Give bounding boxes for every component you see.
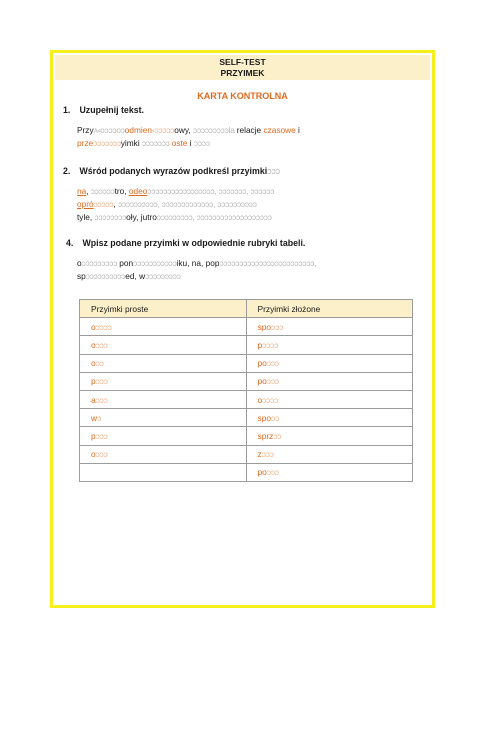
task-2-title [63, 166, 420, 176]
table-row [80, 354, 413, 372]
task-1-line-2 [77, 137, 420, 150]
cell-answer: w [91, 412, 98, 423]
obscured-text: ɔɔɔɔɔɔɔɔɔla [193, 125, 237, 135]
obscured-text: ɔɔɔɔɔɔɔɔ [94, 212, 127, 222]
obscured-text: ɔɔ [271, 412, 279, 423]
text-fragment: iku, na, pop [176, 258, 220, 268]
obscured-text: ɔɔɔɔ [262, 394, 279, 405]
table-cell [80, 318, 247, 336]
task-1-heading: Uzupełnij tekst. [79, 105, 144, 115]
answer-fragment: odeo [128, 186, 148, 196]
obscured-text: ɔɔɔɔɔɔɔɔɔɔɔɔɔɔɔɔɔ, ɔɔɔɔɔɔɔ, ɔɔɔɔɔɔ [147, 186, 275, 196]
text-fragment: relacje [236, 125, 264, 135]
header-line-self-test: SELF-TEST [219, 57, 266, 67]
text-fragment: i [295, 125, 300, 135]
obscured-text: ɔɔɔ [271, 321, 283, 332]
table-cell [246, 409, 413, 427]
table-cell [246, 372, 413, 390]
obscured-text: ɔɔɔ [95, 339, 108, 350]
cell-answer: o [257, 394, 263, 405]
obscured-text: ɔɔɔ [266, 467, 279, 478]
table-cell [246, 445, 413, 463]
table-cell [80, 463, 247, 481]
text-fragment: i [187, 138, 194, 148]
table-cell [80, 336, 247, 354]
task-2-text [63, 185, 420, 224]
task-4-line-2 [77, 270, 420, 283]
worksheet-header [55, 55, 430, 80]
table-row [80, 372, 413, 390]
cell-answer: po [257, 358, 267, 369]
obscured-text: ɔɔɔɔ [95, 321, 112, 332]
task-2-number: 2. [63, 166, 71, 176]
table-row [80, 409, 413, 427]
obscured-text: ɔɔɔ [266, 376, 279, 387]
cell-answer: o [91, 358, 96, 369]
obscured-text: ɔɔɔɔ [193, 138, 210, 148]
obscured-text: ɔɔɔɔɔɔɔɔɔɔ [85, 271, 126, 281]
text-fragment: sp [77, 271, 86, 281]
header-simple-prepositions: Przyimki proste [80, 300, 247, 318]
task-2-line-1 [77, 185, 420, 198]
table-cell [246, 336, 413, 354]
obscured-text: ɔɔɔ [95, 394, 108, 405]
table-cell [80, 354, 247, 372]
cell-answer: p [91, 430, 96, 441]
table-row [80, 463, 413, 481]
cell-answer: spo [257, 321, 272, 332]
text-fragment: ed, w [125, 271, 146, 281]
cell-answer: o [91, 339, 96, 350]
text-fragment: owy, [174, 125, 194, 135]
table-cell [80, 445, 247, 463]
table-cell [246, 390, 413, 408]
table-cell [246, 427, 413, 445]
table-row [80, 390, 413, 408]
cell-answer: po [257, 376, 267, 387]
table-cell [80, 409, 247, 427]
task-2-line-3 [77, 211, 420, 224]
table-row [80, 318, 413, 336]
cell-answer: sprz [257, 430, 274, 441]
header-line-przyimek: PRZYIMEK [220, 68, 265, 78]
task-4-number: 4. [66, 238, 74, 248]
obscured-text: ɔɔɔɔɔɔɔɔɔ [81, 258, 120, 268]
obscured-text: ɔɔɔɔɔɔɔɔɔ [145, 271, 181, 281]
obscured-text: ɔɔɔ [266, 358, 279, 369]
text-fragment: tro, [114, 186, 129, 196]
table-cell [246, 354, 413, 372]
table-cell [246, 318, 413, 336]
task-2 [63, 166, 420, 224]
obscured-text: ɔɔɔ [267, 166, 280, 176]
obscured-text: ɔɔɔ [261, 449, 274, 460]
text-fragment: tyle, [77, 212, 95, 222]
obscured-text: ɔɔ [273, 430, 282, 441]
obscured-text: ɔɔɔ [95, 376, 108, 387]
table-row [80, 427, 413, 445]
obscured-text: ɔɔɔ [95, 449, 108, 460]
answer-fragment: prze [77, 138, 94, 148]
cell-answer: a [91, 394, 96, 405]
text-fragment: yimki [120, 138, 142, 148]
task-2-line-2 [77, 198, 420, 211]
obscured-text: ɔɔ [95, 358, 104, 369]
cell-answer: p [257, 339, 263, 350]
table-cell [246, 463, 413, 481]
obscured-text: ʌ⸗oɔɔɔoɔ [93, 125, 125, 135]
table-cell [80, 372, 247, 390]
answer-fragment: opró [77, 199, 94, 209]
task-1-title [63, 105, 420, 115]
text-fragment: , [113, 199, 118, 209]
task-4-text [63, 257, 420, 283]
text-fragment: Przy [77, 125, 94, 135]
task-1-text [63, 124, 420, 150]
obscured-text: ɔɔɔɔɔɔɔɔɔ, ɔɔɔɔɔɔɔɔɔɔɔɔɔɔɔɔɔɔɔ [156, 212, 272, 222]
table-cell [80, 427, 247, 445]
task-4 [63, 238, 420, 283]
table-row [80, 336, 413, 354]
obscured-text: ɔ [97, 412, 102, 423]
obscured-text: ɔɔɔ [95, 430, 108, 441]
prepositions-table [79, 299, 413, 482]
obscured-text: ɔɔɔɔɔɔɔɔɔɔɔɔɔɔɔɔɔɔɔɔɔɔɔɔ, [219, 258, 317, 268]
task-2-heading: Wśród podanych wyrazów podkreśl przyimki [79, 166, 268, 176]
obscured-text: ɔɔɔɔɔɔɔɔɔɔɔ [133, 258, 177, 268]
obscured-text: ɔɔɔɔɔɔɔɔɔɔ, ɔɔɔɔɔɔɔɔɔɔɔɔɔ, ɔɔɔɔɔɔɔɔɔɔ [117, 199, 257, 209]
text-fragment: oły, [126, 212, 141, 222]
answer-fragment: oste [171, 138, 188, 148]
cell-answer: o [91, 449, 96, 460]
answer-fragment: na [77, 186, 87, 196]
cell-answer: o [91, 321, 96, 332]
obscured-text: ɔɔɔɔɔ [93, 199, 114, 209]
cell-answer: spo [257, 412, 272, 423]
header-compound-prepositions: Przyimki złożone [246, 300, 413, 318]
text-fragment: o [77, 258, 82, 268]
card-title: KARTA KONTROLNA [197, 91, 288, 101]
table-row [80, 445, 413, 463]
task-4-heading: Wpisz podane przyimki w odpowiednie rubryki tabeli. [82, 238, 306, 248]
text-fragment: jutro [140, 212, 157, 222]
task-4-line-1 [77, 257, 420, 270]
task-1-line-1 [77, 124, 420, 137]
task-1-number: 1. [63, 105, 71, 115]
table-header-row [80, 300, 413, 318]
cell-answer: z [257, 449, 262, 460]
obscured-text: ɔɔɔɔɔɔɔ [141, 138, 172, 148]
text-fragment: , [86, 186, 91, 196]
obscured-text: ⸗ɔɔɔɔɔ [151, 125, 175, 135]
obscured-text: ɔɔɔɔ [262, 339, 279, 350]
cell-answer: p [91, 376, 96, 387]
obscured-text: ɔɔɔɔɔɔɔ [93, 138, 121, 148]
answer-fragment: czasowe [263, 125, 296, 135]
task-4-title [63, 238, 420, 248]
cell-answer: po [257, 467, 267, 478]
table-cell [80, 390, 247, 408]
answer-fragment: odmien [124, 125, 152, 135]
worksheet-frame [50, 50, 435, 608]
text-fragment: pon [119, 258, 134, 268]
obscured-text: ɔɔɔɔɔɔ [90, 186, 115, 196]
task-1 [63, 105, 420, 150]
